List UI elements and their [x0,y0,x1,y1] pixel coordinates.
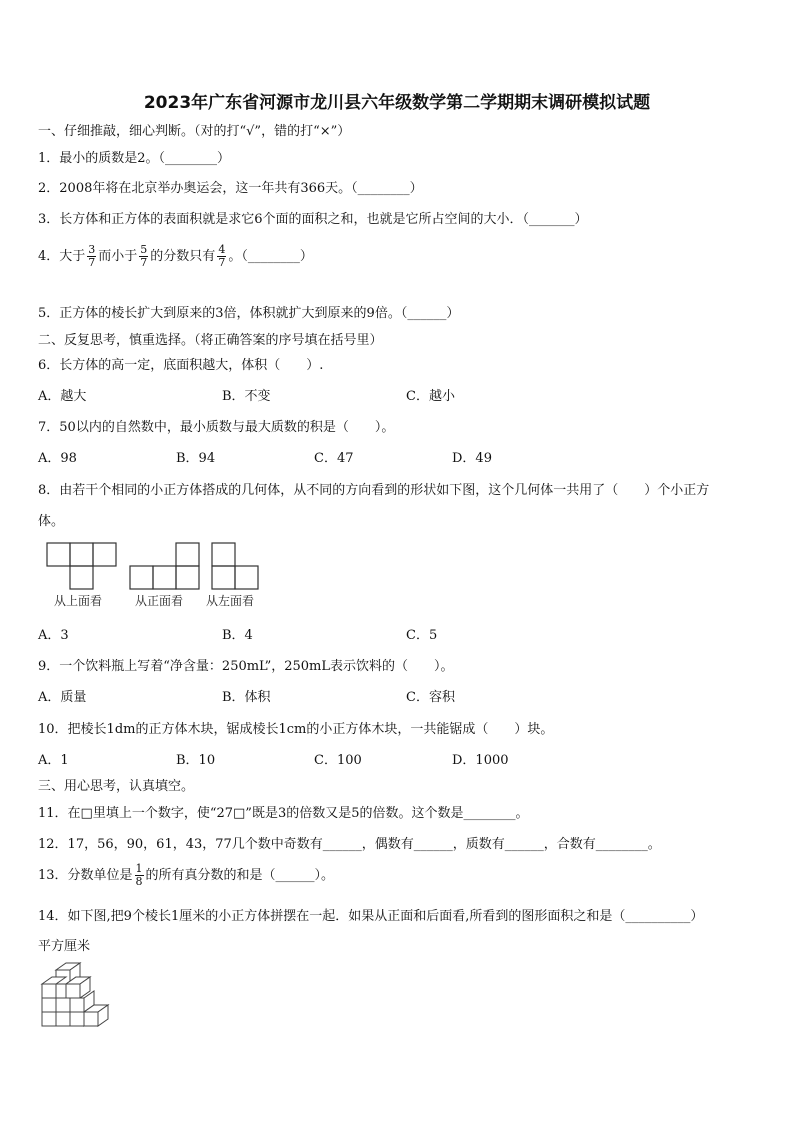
section-2-heading: 二、反复思考，慎重选择。（将正确答案的序号填在括号里） [38,333,383,348]
question-14-line-2: 平方厘米 [38,939,91,954]
question-8-line-1: 8．由若干个相同的小正方体搭成的几何体，从不同的方向看到的形状如下图，这个几何体一共用了（ ）个小正方 [38,483,710,498]
top-view-caption: 从上面看 [54,594,103,608]
q9-option-b: B．体积 [222,690,271,705]
question-13-text-a: 13．分数单位是 [38,868,133,883]
question-7: 7．50以内的自然数中，最小质数与最大质数的积是（ ）。 [38,420,395,435]
q6-option-b: B．不变 [222,389,271,404]
fraction-4-7: $\frac{4}{7}$ [218,243,226,269]
question-4-text-a: 4．大于 [38,249,86,264]
q8-option-c: C．5 [406,628,438,643]
question-10: 10．把棱长1dm的正方体木块，锯成棱长1cm的小正方体木块，一共能锯成（ ）块。 [38,722,554,737]
question-1: 1．最小的质数是2。（________） [38,151,231,166]
page-title: 2023年广东省河源市龙川县六年级数学第二学期期末调研模拟试题 [143,93,651,113]
stacked-cubes-figure [38,960,118,1036]
question-4-text-e: 。（________） [228,249,313,264]
front-view-figure [126,540,202,590]
q7-option-a: A．98 [38,451,77,466]
question-13-text-b: 的所有真分数的和是（______）。 [145,868,335,883]
q6-option-a: A．越大 [38,389,87,404]
q7-option-b: B．94 [176,451,216,466]
question-3: 3．长方体和正方体的表面积就是求它6个面的面积之和，也就是它所占空间的大小．（_______） [38,212,588,227]
question-12: 12．17，56，90，61，43，77几个数中奇数有______，偶数有______，质数有______，合数有________。 [38,837,661,852]
front-view-caption: 从正面看 [135,594,184,608]
question-4-text-c: 的分数只有 [150,249,216,264]
section-3-heading: 三、用心思考，认真填空。 [38,779,195,794]
question-4-text-b: 而小于 [98,249,138,264]
q8-option-a: A．3 [38,628,69,643]
left-view-caption: 从左面看 [206,594,255,608]
question-13 [38,863,334,888]
fraction-3-7: $\frac{3}{7}$ [88,243,96,269]
top-view-figure [44,540,122,590]
q10-option-a: A．1 [38,753,69,768]
left-view-figure [208,540,262,590]
q7-option-d: D．49 [452,451,492,466]
fraction-5-7: $\frac{5}{7}$ [140,243,148,269]
question-4 [38,244,313,269]
fraction-1-8: $\frac{1}{8}$ [135,862,143,888]
question-9: 9．一个饮料瓶上写着“净含量：250mL”，250mL表示饮料的（ ）。 [38,659,454,674]
q6-option-c: C．越小 [406,389,455,404]
q10-option-c: C．100 [314,753,362,768]
question-8-line-2: 体。 [38,514,65,529]
q8-option-b: B．4 [222,628,253,643]
q9-option-c: C．容积 [406,690,455,705]
question-6: 6．长方体的高一定，底面积越大，体积（ ）. [38,358,324,373]
q9-option-a: A．质量 [38,690,87,705]
question-5: 5．正方体的棱长扩大到原来的3倍，体积就扩大到原来的9倍。（______） [38,306,460,321]
section-1-heading: 一、仔细推敲，细心判断。（对的打“√”，错的打“×”） [38,124,351,139]
question-11: 11．在□里填上一个数字，使“27□”既是3的倍数又是5的倍数。这个数是________。 [38,806,529,821]
question-2: 2．2008年将在北京举办奥运会，这一年共有366天。（________） [38,181,423,196]
question-14-line-1: 14．如下图,把9个棱长1厘米的小正方体拼摆在一起．如果从正面和后面看,所看到的图形面积之和是（__________） [38,909,704,924]
q7-option-c: C．47 [314,451,354,466]
q10-option-d: D．1000 [452,753,509,768]
q10-option-b: B．10 [176,753,216,768]
